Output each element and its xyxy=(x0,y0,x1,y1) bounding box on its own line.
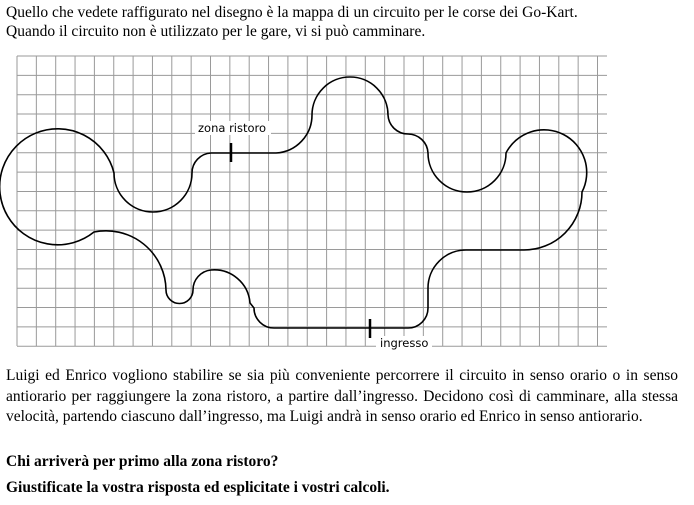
question-1: Chi arriverà per primo alla zona ristoro? xyxy=(6,453,279,470)
question-2: Giustificate la vostra risposta ed esplicitate i vostri calcoli. xyxy=(6,479,390,496)
ingresso-label: ingresso xyxy=(380,336,429,350)
intro-line-2: Quando il circuito non è utilizzato per le gare, vi si può camminare. xyxy=(6,23,426,40)
circuit-track xyxy=(0,77,587,328)
map-grid xyxy=(17,56,607,346)
ristoro-label: zona ristoro xyxy=(198,121,267,135)
intro-line-1: Quello che vedete raffigurato nel disegno è la mappa di un circuito per le corse dei Go-Kart. xyxy=(6,4,578,21)
problem-paragraph: Luigi ed Enrico vogliono stabilire se sia più conveniente percorrere il circuito in senso orario o in senso antiorario per raggiungere la zona ristoro, a partire dall’ingresso. Decidono così di camminare, alla stessa velocità, partendo ciascuno dall’ingresso, ma Luigi andrà in senso orario ed Enrico in senso antiorario. xyxy=(6,367,678,425)
